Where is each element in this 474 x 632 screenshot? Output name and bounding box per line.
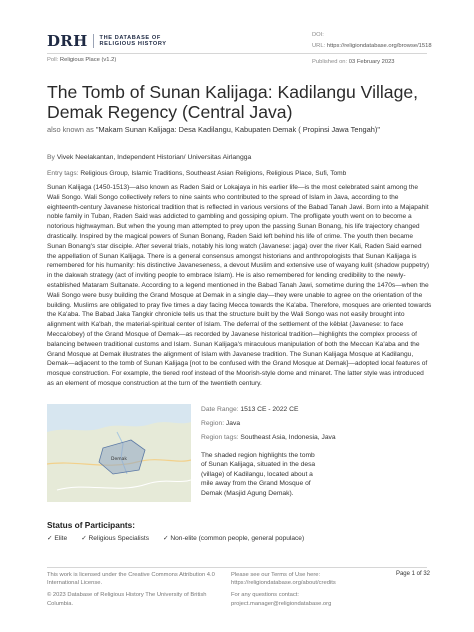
map-place-label: Demak (111, 457, 127, 462)
status-list (47, 534, 427, 542)
logo-mark: DRH (47, 32, 88, 50)
contact-text[interactable]: For any questions contact: project.manager@religiondatabase.org (231, 592, 332, 607)
entry-tags-value: Religious Group, Islamic Traditions, Southeast Asian Religions, Religious Place, Sufi, Tomb (80, 170, 347, 177)
date-range-row (201, 406, 441, 420)
poll-info (47, 57, 116, 63)
also-known-as-value: "Makam Sunan Kalijaga: Desa Kadilangu, Kabupaten Demak ( Propinsi Jawa Tengah)" (95, 125, 380, 134)
document-header (0, 0, 474, 80)
published-info (312, 57, 432, 67)
drh-logo[interactable] (47, 32, 167, 50)
status-heading: Status of Participants: (47, 520, 136, 530)
footer-divider (47, 567, 427, 568)
region-value: Java (225, 420, 241, 428)
entry-tags-label: Entry tags: (47, 170, 79, 177)
status-religious-specialists: ✓ Religious Specialists (81, 535, 150, 542)
footer-middle (231, 571, 381, 608)
published-value: 03 February 2023 (348, 59, 395, 65)
terms-text[interactable]: Please see our Terms of Use here: https://religiondatabase.org/about/credits (231, 572, 336, 587)
entry-facts (201, 406, 441, 499)
url-link[interactable]: https://religiondatabase.org/browse/1518 (326, 43, 432, 49)
region-row (201, 420, 441, 434)
entry-tags (47, 170, 437, 177)
region-tags-value: Southeast Asia, Indonesia, Java (240, 434, 336, 442)
logo-divider (93, 34, 94, 48)
url-label: URL: (312, 43, 326, 49)
logo-line-2: RELIGIOUS HISTORY (99, 41, 167, 47)
status-elite: ✓ Elite (47, 535, 68, 542)
status-non-elite: ✓ Non-elite (common people, general populace) (163, 535, 305, 542)
copyright-text: © 2023 Database of Religious History The University of British Columbia. (47, 592, 207, 607)
region-tags-label: Region tags: (201, 434, 239, 442)
map-graphic (47, 404, 191, 502)
logo-line-1: THE DATABASE OF (99, 34, 161, 41)
doi-block (312, 30, 432, 52)
entry-description: Sunan Kalijaga (1450-1513)—also known as Raden Said or Lokajaya in his earlier life—is the most celebrated saint among the Wali Songo. Wali Songo collectively refers to nine saints who contributed to the spread of Islam in Java, according to the eighteenth-century Javanese historical tradition that is reflected in various versions of the Babad Tanah Jawi. Born into a Majapahit noble family in Tuban, Raden Said was addicted to gambling and gossiping opium. The profligate youth went on to become a notorious highwayman. But when the young man attempted to prey upon the passing Sunan Bonang, his life trajectory changed drastically. Inspired by the magical powers of Sunan Bonang, Raden Said left behind his life of crime. The youth then became Sunan Bonang's star disciple. After several trials, notably his long watch (Javanese: jaga) over the river Kali, Raden Said earned the appellation of Sunan Kalijaga. There is a general consensus amongst historians and anthropologists that Sunan Kalijaga is remembered for his humanity: his distinctive Javaneseness, a devout Muslim and extensive use of wayang kulit (shadow puppetry) in the dakwah strategy (act of inviting people to embrace Islam). He is also remembered for lending credibility to the newly-established Mataram Sultanate. According to a legend mentioned in the Babad Tanah Jawi, sometime during the 1470s—when the Wali Songo were busy building the Grand Mosque at Demak in a single day—they were unable to agree on the orientation of the building. Muslims are obligated to pray five times a day facing Mecca towards the Ka'aba. Therefore, mosques are oriented towards the Ka'aba. The Babad Jaka Tangkir chronicle tells us that the structure built by the Wali Songo was not easily brought into alignment with Ka'bah, the material-spiritual center of Islam. The deferral of the settlement of the kêblat (Javanese: to face Mecca/obey) of the Grand Mosque of Demak—as recorded by Javanese historical tradition—highlights the complex process of balancing between traditional customs and Islam. Sunan Kalijaga's miraculous manipulation of both the Meccan Ka'aba and the Grand Mosque at Demak illustrates the alignment of Islam with Javanese tradition. The Sunan Kalijaga Mosque at Kadilangu, Demak—adjacent to the tomb of Sunan Kalijaga [not to be confused with the Grand Mosque at Demak]—adopted local features of mosque construction. For example, the tiered roof instead of the Moorish-style dome and minaret. The latter style was introduced as an element of mosque construction at the turn of the twentieth century. (47, 184, 432, 387)
entry-title: The Tomb of Sunan Kalijaga: Kadilangu Village, Demak Regency (Central Java) (47, 82, 419, 122)
byline-label: By (47, 154, 55, 161)
poll-value: Religious Place (v1.2) (59, 57, 117, 63)
footer-left (47, 571, 217, 608)
license-text[interactable]: This work is licensed under the Creative Commons Attribution 4.0 International License. (47, 572, 215, 587)
region-label: Region: (201, 420, 225, 428)
date-range-label: Date Range: (201, 406, 239, 413)
poll-label: Poll: (47, 57, 59, 63)
logo-wordmark (100, 35, 167, 48)
also-known-as (47, 125, 437, 135)
map-description: The shaded region highlights the tomb of Sunan Kalijaga, situated in the desa (village) of Kadilangu, located about a mile away from the Grand Mosque of Demak (Masjid Agung Demak). (201, 451, 316, 497)
doi-label: DOI: (312, 32, 324, 38)
published-label: Published on: (312, 59, 348, 65)
date-range-value: 1513 CE - 2022 CE (240, 406, 299, 413)
also-known-as-label: also known as (47, 125, 94, 134)
region-tags-row (201, 434, 441, 448)
page-number: Page 1 of 32 (395, 571, 430, 577)
region-map[interactable] (47, 404, 191, 502)
author-name: Vivek Neelakantan, Independent Historian/ Universitas Airlangga (56, 154, 252, 161)
header-divider (47, 53, 427, 54)
byline (47, 154, 437, 161)
